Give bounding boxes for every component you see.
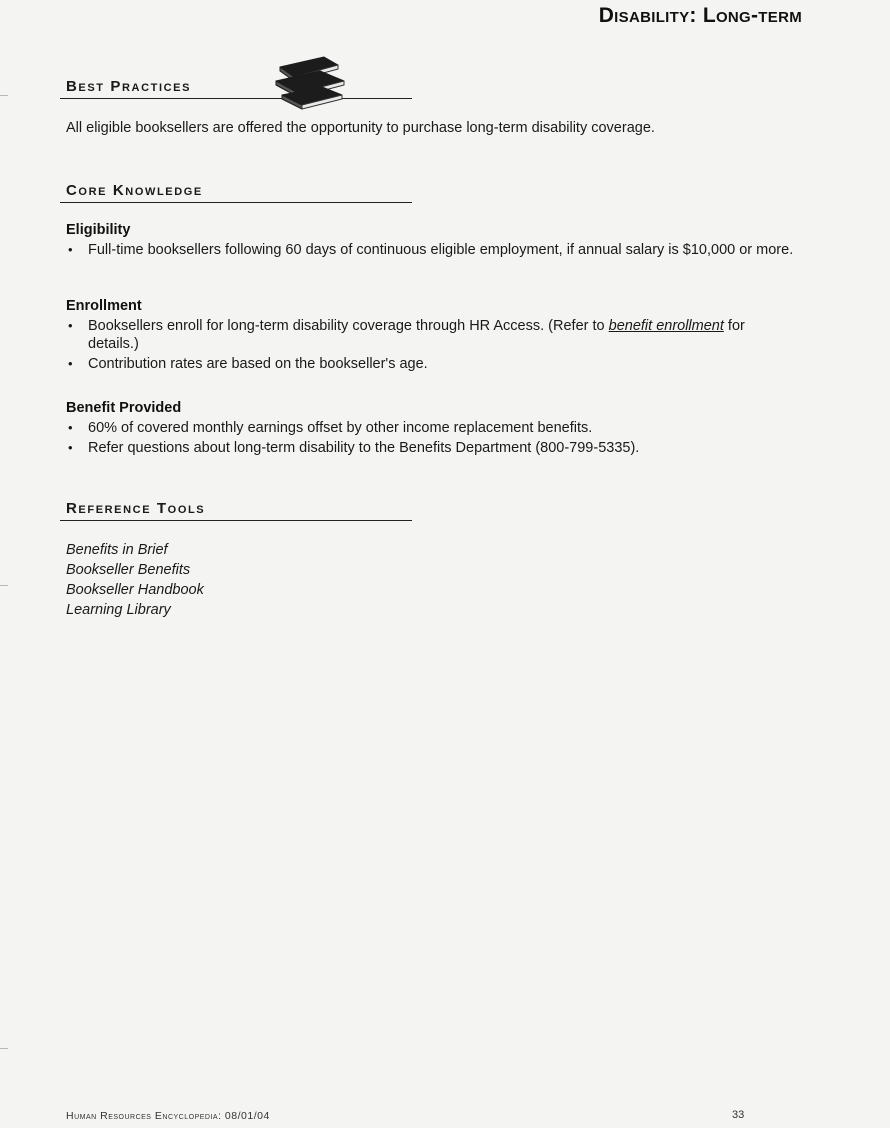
- eligibility-title: Eligibility: [66, 222, 131, 238]
- reference-link[interactable]: Bookseller Benefits: [66, 562, 191, 578]
- list-item: • Refer questions about long-term disability to the Benefits Department (800-799-5335).: [68, 440, 640, 456]
- page-title: Disability: Long-term: [598, 4, 802, 27]
- benefit-enrollment-link[interactable]: benefit enrollment: [608, 318, 724, 334]
- list-item: • Full-time booksellers following 60 days of continuous eligible employment, if annual salary is $10,000 or more.: [68, 242, 794, 258]
- enrollment-list: [66, 317, 796, 375]
- enrollment-title: Enrollment: [66, 298, 142, 314]
- reference-link[interactable]: Learning Library: [66, 602, 171, 618]
- section-heading-reference-tools: [60, 500, 412, 521]
- footer-text: Human Resources Encyclopedia: 08/01/04: [66, 1110, 270, 1122]
- books-icon: [272, 55, 350, 111]
- scan-mark: [0, 585, 8, 586]
- eligibility-list: [66, 241, 796, 261]
- scan-mark: [0, 1048, 8, 1049]
- list-item: • 60% of covered monthly earnings offset by other income replacement benefits.: [68, 420, 593, 436]
- section-heading-core-knowledge: [60, 182, 412, 203]
- reference-link[interactable]: Bookseller Handbook: [66, 582, 204, 598]
- page-number: 33: [732, 1109, 745, 1121]
- list-item: • Booksellers enroll for long-term disability coverage through HR Access. (Refer to benefit enrollment for details.): [68, 318, 745, 352]
- list-item: • Contribution rates are based on the bookseller's age.: [68, 356, 428, 372]
- section-heading-best-practices: [60, 78, 412, 99]
- section-heading-label: Core Knowledge: [66, 182, 203, 199]
- benefit-provided-title: Benefit Provided: [66, 400, 182, 416]
- reference-link[interactable]: Benefits in Brief: [66, 542, 168, 558]
- benefit-list: [66, 419, 796, 459]
- section-heading-label: Best Practices: [66, 78, 192, 95]
- scan-mark: [0, 95, 8, 96]
- section-heading-label: Reference Tools: [66, 500, 206, 517]
- reference-tools-list: [66, 540, 204, 620]
- best-practices-text: All eligible booksellers are offered the opportunity to purchase long-term disability coverage.: [66, 120, 655, 136]
